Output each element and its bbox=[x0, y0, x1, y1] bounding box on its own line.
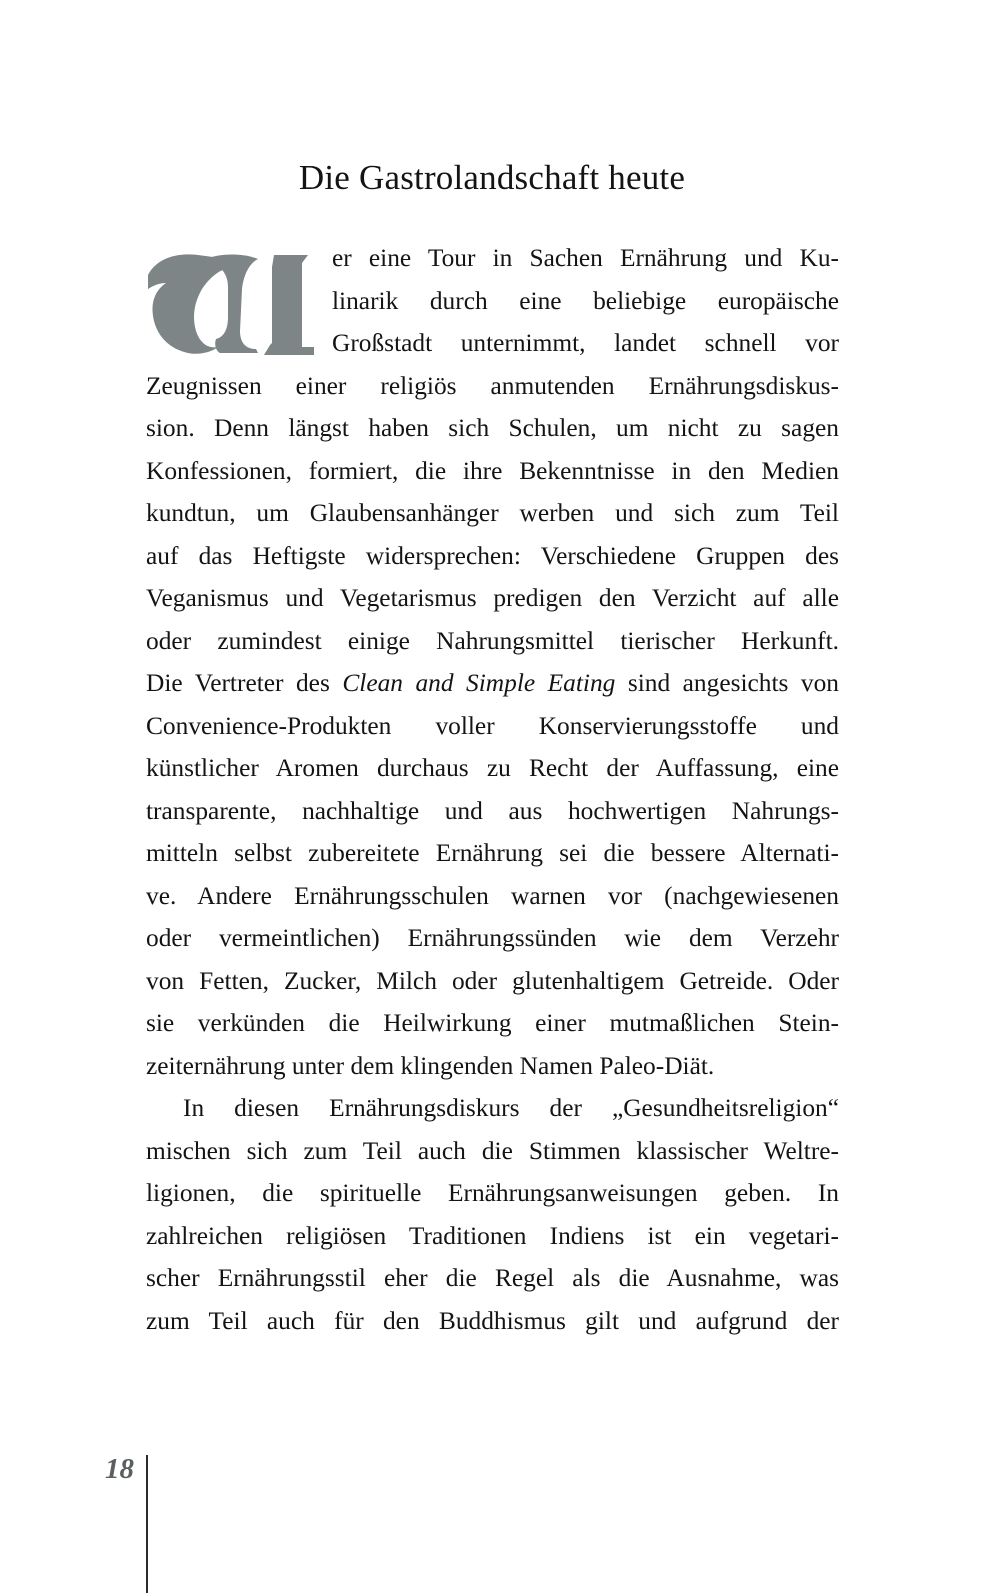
text-line: transparente, nachhaltige und aus hochwertigen Nahrungs- bbox=[146, 796, 839, 825]
text-line: von Fetten, Zucker, Milch oder glutenhaltigem Getreide. Oder bbox=[146, 966, 839, 995]
text-line: zeiternährung unter dem klingenden Namen Paleo-Diät. bbox=[146, 1051, 715, 1080]
text-line: scher Ernährungsstil eher die Regel als die Ausnahme, was bbox=[146, 1264, 839, 1292]
text-line: er eine Tour in Sachen Ernährung und Ku- bbox=[332, 244, 839, 272]
text-line: oder zumindest einige Nahrungsmittel tierischer Herkunft. bbox=[146, 626, 839, 655]
text-line: zahlreichen religiösen Traditionen Indiens ist ein vegetari- bbox=[146, 1221, 839, 1250]
page-number: 18 bbox=[105, 1453, 134, 1485]
text-segment: Die Vertreter des bbox=[146, 669, 330, 697]
text-line: mischen sich zum Teil auch die Stimmen klassischer Weltre- bbox=[146, 1136, 839, 1165]
text-line: Konfessionen, formiert, die ihre Bekenntnisse in den Medien bbox=[146, 456, 839, 485]
text-segment: sind angesichts von bbox=[627, 669, 839, 697]
text-line: kundtun, um Glaubensanhänger werben und sich zum Teil bbox=[146, 499, 839, 527]
text-line: auf das Heftigste widersprechen: Verschiedene Gruppen des bbox=[146, 541, 839, 570]
italic-term: Clean and Simple Eating bbox=[342, 669, 616, 697]
text-line: zum Teil auch für den Buddhismus gilt und aufgrund der bbox=[146, 1306, 839, 1335]
text-line: Convenience-Produkten voller Konservierungsstoffe und bbox=[146, 711, 839, 740]
page-title: Die Gastrolandschaft heute bbox=[298, 158, 686, 197]
text-line: mitteln selbst zubereitete Ernährung sei die bessere Alternati- bbox=[146, 839, 839, 867]
text-line-with-italic bbox=[146, 662, 839, 705]
text-line: Zeugnissen einer religiös anmutenden Ernährungsdiskus- bbox=[146, 371, 839, 400]
text-line: ligionen, die spirituelle Ernährungsanweisungen geben. In bbox=[146, 1179, 839, 1207]
body-text bbox=[146, 237, 839, 1342]
text-line: In diesen Ernährungsdiskurs der „Gesundheitsreligion“ bbox=[183, 1094, 839, 1122]
text-line: oder vermeintlichen) Ernährungssünden wie dem Verzehr bbox=[146, 924, 839, 952]
text-line: linarik durch eine beliebige europäische bbox=[332, 286, 839, 315]
text-line: künstlicher Aromen durchaus zu Recht der Auffassung, eine bbox=[146, 754, 839, 782]
page-rule bbox=[146, 1455, 148, 1593]
text-line: sie verkünden die Heilwirkung einer mutmaßlichen Stein- bbox=[146, 1009, 839, 1037]
text-line: ve. Andere Ernährungsschulen warnen vor (nachgewiesenen bbox=[146, 881, 839, 910]
text-line: Veganismus und Vegetarismus predigen den Verzicht auf alle bbox=[146, 584, 839, 612]
text-line: Großstadt unternimmt, landet schnell vor bbox=[332, 329, 839, 357]
text-line: sion. Denn längst haben sich Schulen, um nicht zu sagen bbox=[146, 414, 839, 442]
